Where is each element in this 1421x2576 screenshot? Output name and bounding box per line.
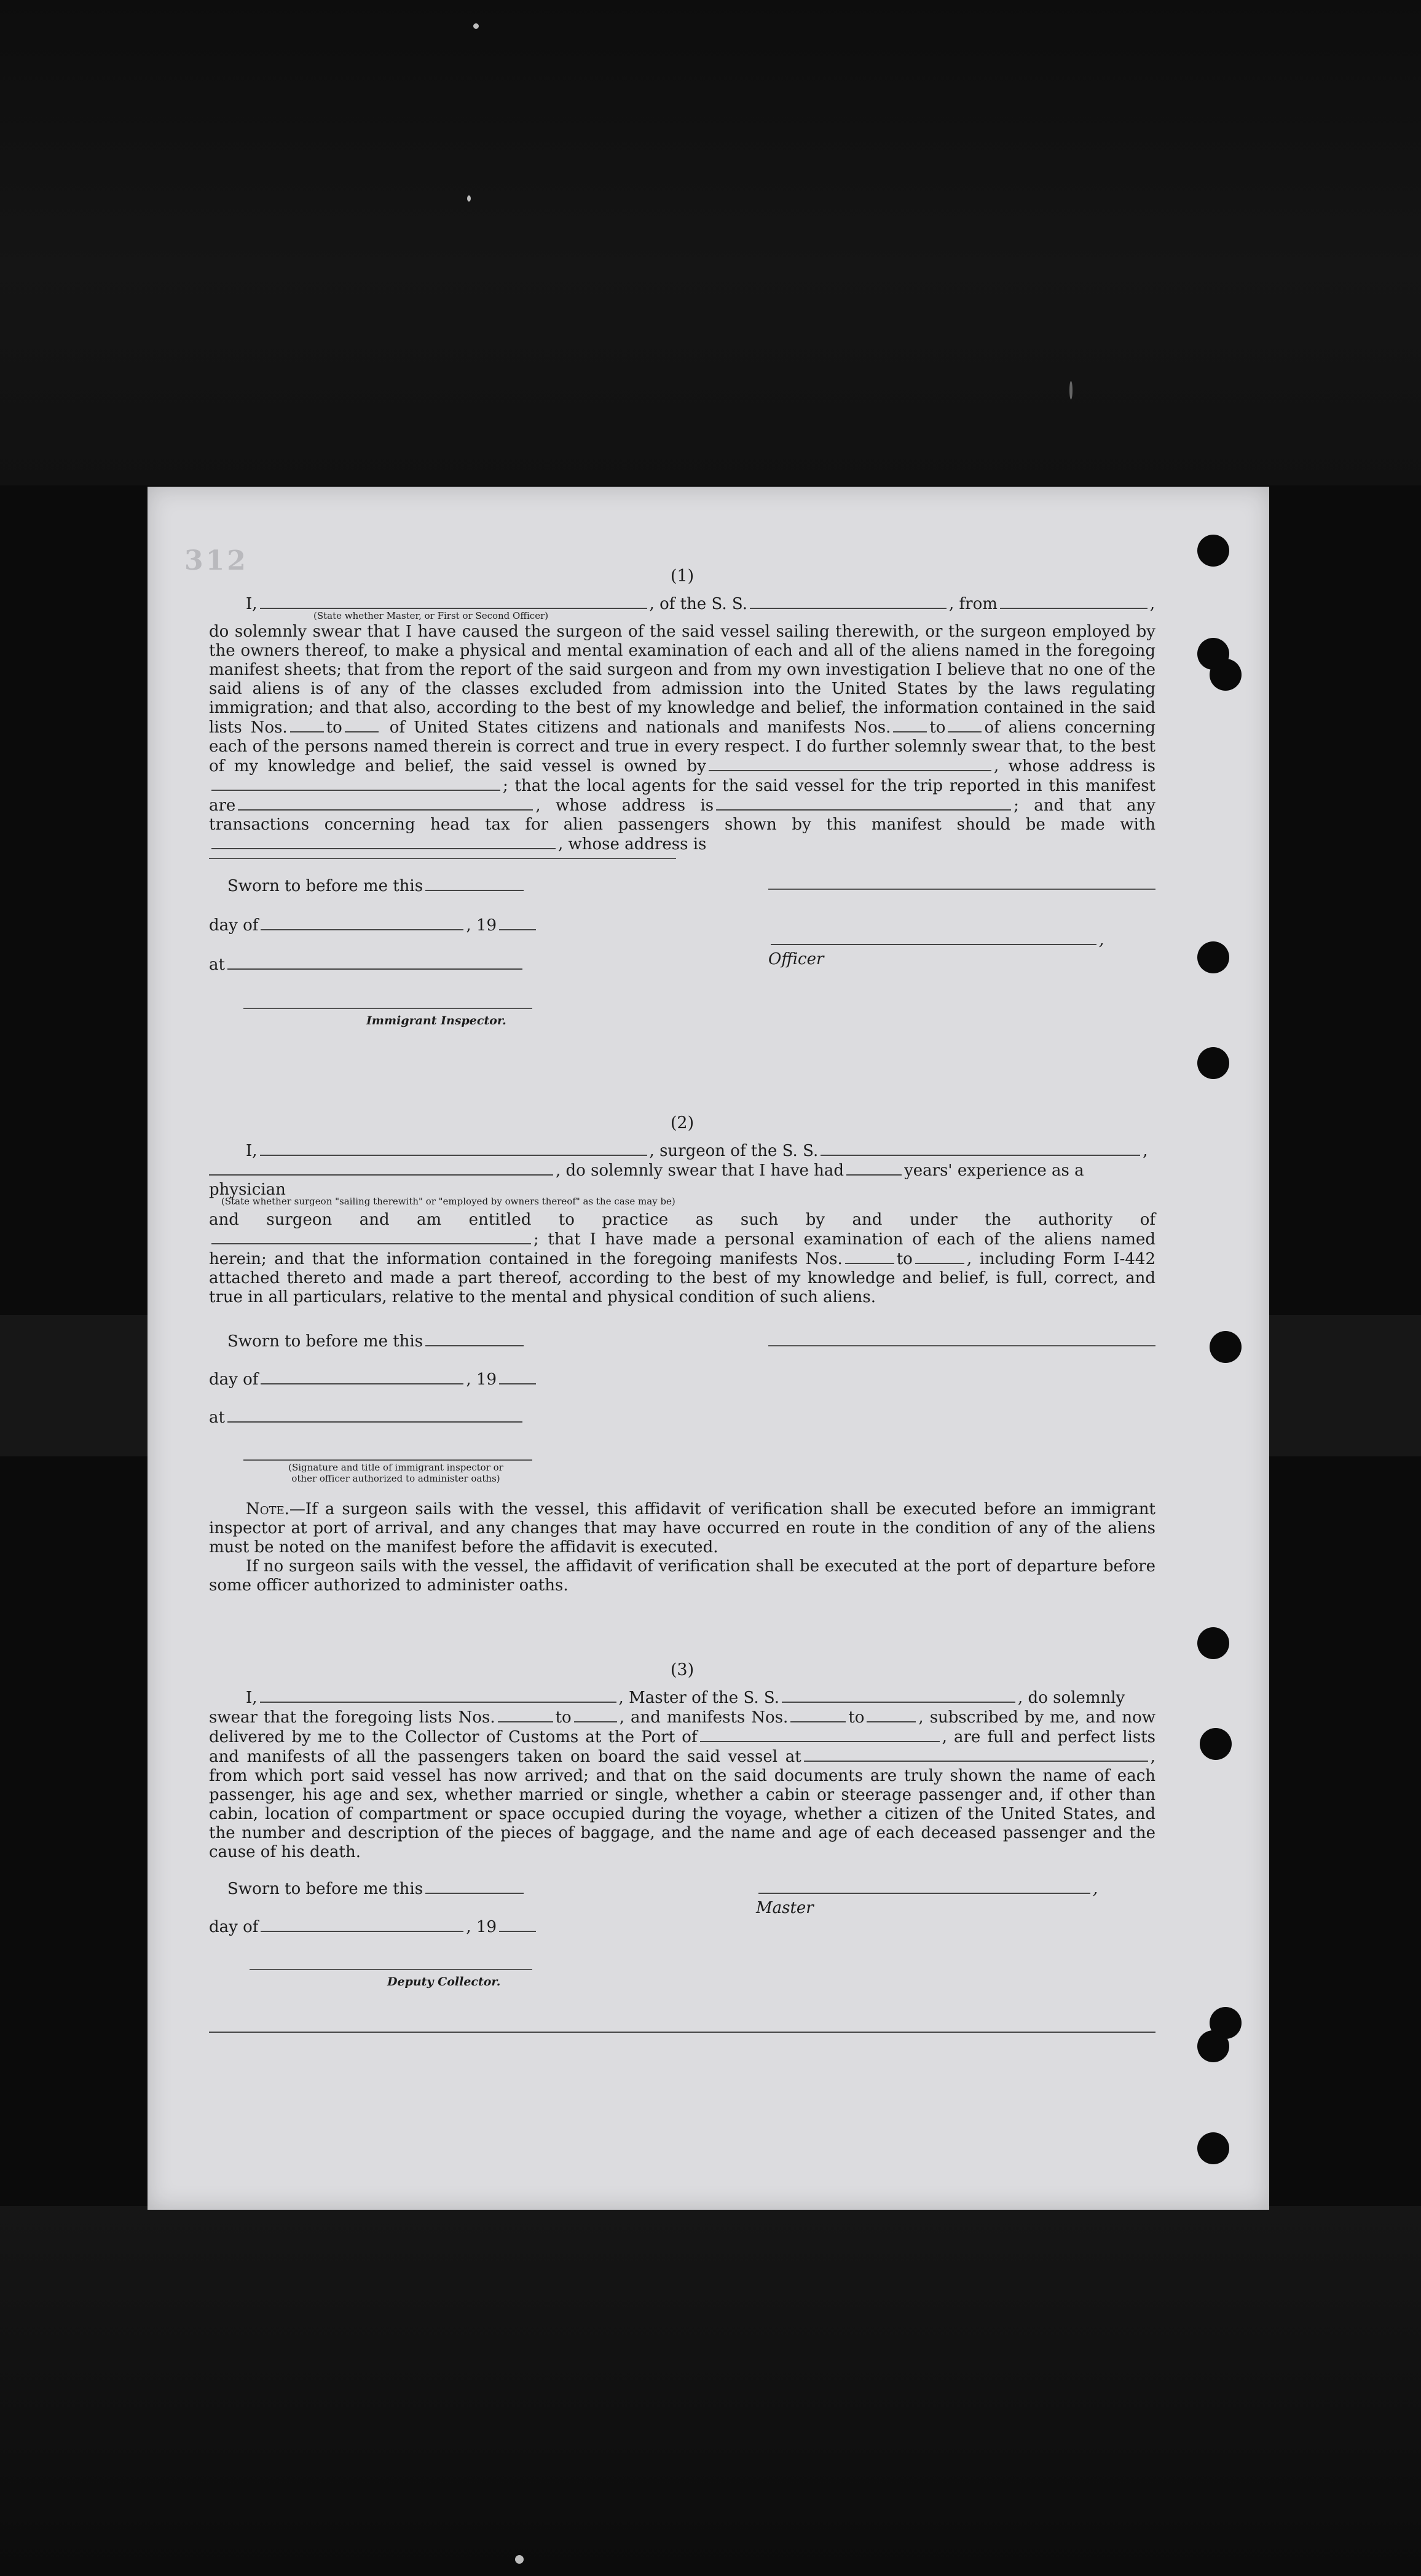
manifest-from-blank[interactable]: [790, 1708, 846, 1722]
jurat-block-2: [209, 1332, 1155, 1491]
day-of-line: day of , 19: [209, 1917, 538, 1937]
year-blank[interactable]: [499, 916, 536, 930]
punch-hole: [1197, 2030, 1229, 2062]
note-paragraph-1: Note.—If a surgeon sails with the vessel, this affidavit of verification shall be executed before an immigrant inspector at port of arrival, and any changes that may have occurred en route in the condition of any of the aliens must be noted on the manifest before the affidavit is executed.: [209, 1500, 1155, 1557]
punch-hole: [1200, 1728, 1232, 1760]
oath-opening-line: I, , of the S. S. , from ,: [246, 595, 1155, 613]
head-tax-party-blank[interactable]: [211, 834, 556, 849]
departure-port-blank[interactable]: [1000, 594, 1147, 609]
agent-address-blank[interactable]: [716, 796, 1011, 811]
oath-body: do solemnly swear that I have caused the surgeon of the said vessel sailing therewith, or the surgeon employed by the owners thereof, to make a physical and mental examination of each and all of the aliens named in the foregoing manifest sheets; that from the report of the said surgeon and from my own investigation I believe that no one of the said aliens is of any of the classes excluded from admission into the United States by the laws regulating immigration; and that also, according to the best of my knowledge and belief, the information contained in the said lists Nos. to of United States citizens and nationals and manifests Nos. to of aliens concerning each of the persons named therein is correct and true in every respect. I do further solemnly swear that, to the best of my knowledge and belief, the said vessel is owned by , whose address is; that the local agents for the said vessel for the trip reported in this manifest are , whose address is ; and that any transactions concerning head tax for alien passengers shown by this manifest should be made with, whose address is: [209, 622, 1156, 854]
punch-hole: [1210, 659, 1242, 691]
owner-address-blank[interactable]: [211, 776, 500, 791]
affidavit-section-2: [209, 1113, 1155, 1595]
address-continuation-line: [209, 858, 676, 859]
punch-hole: [1197, 1047, 1229, 1079]
place-blank[interactable]: [227, 955, 522, 970]
sworn-day-blank[interactable]: [425, 876, 524, 891]
authority-blank[interactable]: [211, 1230, 531, 1244]
film-background-bottom: [0, 2206, 1421, 2576]
field-caption: (State whether Master, or First or Second Officer): [313, 610, 549, 621]
film-background-top: [0, 0, 1421, 485]
year-blank[interactable]: [499, 1370, 536, 1384]
surgeon-status-line: , do solemnly swear that I have had years' experience as a physician: [209, 1161, 1084, 1199]
manifest-to-blank[interactable]: [915, 1249, 964, 1264]
affidavit-section-1: [209, 567, 1155, 1036]
section-number: (1): [670, 567, 695, 586]
signature-caption: (Signature and title of immigrant inspector or other officer authorized to administer oaths): [288, 1462, 503, 1484]
owner-blank[interactable]: [709, 756, 991, 771]
field-caption: (State whether surgeon "sailing therewith" or "employed by owners thereof" as the case may be): [221, 1196, 675, 1207]
surgeon-oath-body: and surgeon and am entitled to practice as such by and under the authority of; that I have made a personal examination of each of the aliens named herein; and that the information contained in the foregoing manifests Nos. to , including Form I-442 attached thereto and made a part thereof, according to the best of my knowledge and belief, is full, correct, and true in all particulars, relative to the mental and physical condition of such aliens.: [209, 1211, 1156, 1306]
local-agents-blank[interactable]: [238, 796, 533, 811]
port-of-arrival-blank[interactable]: [700, 1727, 940, 1742]
officer-signature: , Officer: [768, 931, 1104, 968]
list-from-blank[interactable]: [290, 718, 324, 732]
surgeon-opening-line: I, , surgeon of the S. S. ,: [246, 1142, 1148, 1160]
month-blank[interactable]: [261, 1917, 463, 1932]
note-paragraph-2: If no surgeon sails with the vessel, the affidavit of verification shall be executed at the port of departure before some officer authorized to administer oaths.: [209, 1557, 1155, 1595]
film-scratch: [1069, 381, 1073, 399]
closing-rule: [209, 2032, 1155, 2033]
punch-hole: [1210, 1331, 1242, 1363]
year-blank[interactable]: [499, 1917, 536, 1932]
master-signature: , Master: [756, 1880, 1098, 1917]
inspector-signature-line[interactable]: [243, 1459, 532, 1461]
collector-caption: Deputy Collector.: [387, 1975, 501, 1989]
dust-speck: [473, 23, 479, 29]
month-blank[interactable]: [261, 916, 463, 930]
officer-signature-blank[interactable]: [771, 930, 1096, 945]
month-blank[interactable]: [261, 1370, 463, 1384]
surgeon-status-blank[interactable]: [209, 1161, 553, 1176]
place-blank[interactable]: [227, 1408, 522, 1423]
day-of-line: day of , 19: [209, 1370, 538, 1389]
collector-signature-line[interactable]: [250, 1969, 532, 1970]
vessel-name-blank[interactable]: [821, 1141, 1140, 1156]
jurat-block-1: [209, 876, 1155, 1036]
sworn-day-blank[interactable]: [425, 1879, 524, 1894]
at-line: at: [209, 1408, 525, 1427]
manifest-from-blank[interactable]: [845, 1249, 894, 1264]
sworn-line: Sworn to before me this: [227, 1332, 526, 1351]
affidavit-section-3: [209, 1660, 1155, 2002]
at-line: at: [209, 955, 525, 975]
vessel-name-blank[interactable]: [750, 594, 947, 609]
punch-hole: [1197, 535, 1229, 567]
sworn-line: Sworn to before me this: [227, 876, 526, 896]
section-number: (2): [670, 1113, 695, 1133]
master-opening-line: I, , Master of the S. S. , do solemnly: [246, 1689, 1125, 1707]
manifest-to-blank[interactable]: [948, 718, 982, 732]
punch-hole: [1197, 941, 1229, 973]
day-of-line: day of , 19: [209, 916, 538, 935]
jurat-block-3: [209, 1879, 1155, 2002]
master-name-blank[interactable]: [260, 1688, 616, 1703]
list-to-blank[interactable]: [345, 718, 379, 732]
sworn-line: Sworn to before me this: [227, 1879, 526, 1899]
officer-name-blank[interactable]: [260, 594, 647, 609]
surgeon-name-blank[interactable]: [260, 1141, 647, 1156]
inspector-caption: Immigrant Inspector.: [366, 1014, 506, 1027]
years-blank[interactable]: [846, 1161, 902, 1176]
master-oath-body: swear that the foregoing lists Nos. to , and manifests Nos. to , subscribed by me, and now delivered by me to the Collector of Customs at the Port of , are full and perfect lists and manifests of all the passengers taken on board the said vessel at , from which port said vessel has now arrived; and that on the said documents are truly shown the name of each passenger, his age and sex, whether married or single, whether a cabin or steerage passenger and, if other than cabin, location of compartment or space occupied during the voyage, whether a citizen of the United States, and the number and description of the pieces of baggage, and the name and age of each deceased passenger and the cause of his death.: [209, 1708, 1156, 1861]
manifest-to-blank[interactable]: [867, 1708, 916, 1722]
list-to-blank[interactable]: [574, 1708, 617, 1722]
section-number: (3): [670, 1660, 695, 1679]
manifest-affidavit-page: [148, 487, 1269, 2210]
vessel-name-blank[interactable]: [782, 1688, 1015, 1703]
port-of-embarkation-blank[interactable]: [804, 1747, 1148, 1762]
bleed-through-number: 312: [184, 545, 248, 576]
list-from-blank[interactable]: [498, 1708, 553, 1722]
surgeon-signature-line[interactable]: [768, 1345, 1155, 1346]
punch-hole: [1197, 2132, 1229, 2164]
signature-line[interactable]: [768, 889, 1155, 890]
inspector-signature-line[interactable]: [243, 1008, 532, 1009]
dust-speck: [515, 2555, 524, 2564]
manifest-from-blank[interactable]: [893, 718, 927, 732]
dust-speck: [467, 195, 471, 202]
punch-hole: [1197, 1627, 1229, 1659]
sworn-day-blank[interactable]: [425, 1332, 524, 1346]
master-signature-blank[interactable]: [758, 1879, 1090, 1894]
